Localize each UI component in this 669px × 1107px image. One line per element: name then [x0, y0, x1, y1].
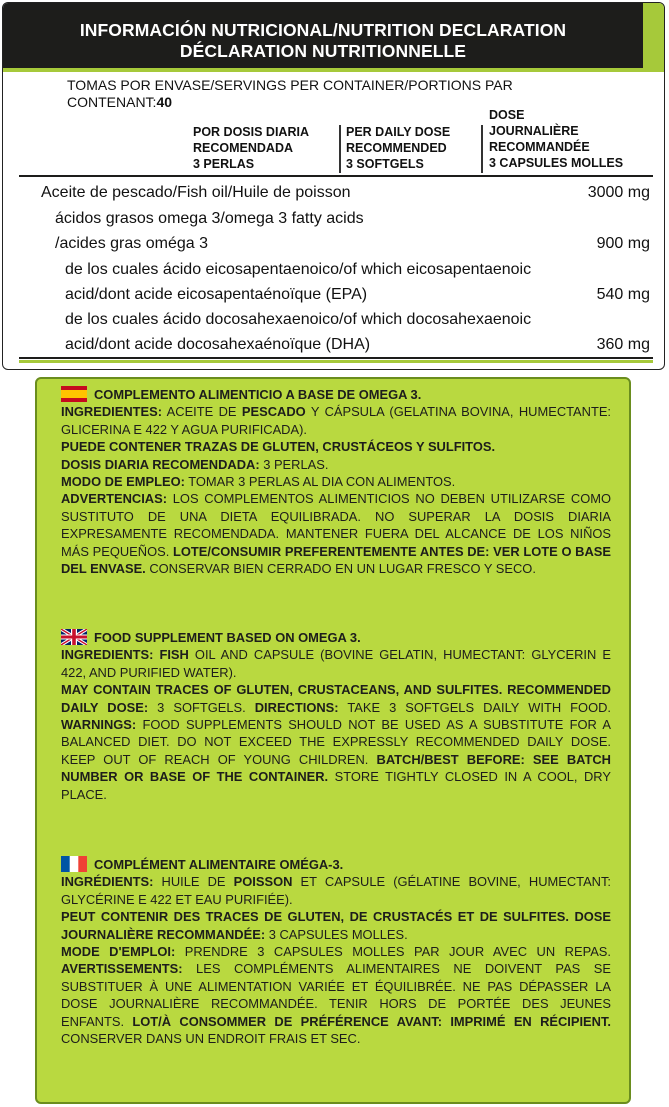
en-title: FOOD SUPPLEMENT BASED ON OMEGA 3. — [94, 630, 361, 645]
nutrition-panel — [2, 2, 665, 370]
header-line-1: INFORMACIÓN NUTRICIONAL/NUTRITION DECLARATION — [79, 20, 567, 40]
table-row-omega3-fr: /acides gras oméga 3 — [55, 235, 208, 252]
spain-flag-icon — [61, 386, 87, 402]
table-bottom-green-line — [19, 360, 653, 363]
amount-omega3: 900 mg — [596, 235, 650, 252]
section-spanish: COMPLEMENTO ALIMENTICIO A BASE DE OMEGA 3. INGREDIENTES: ACEITE DE PESCADO Y CÁPSULA (GELATINA BOVINA, HUMECTANTE: GLICERINA E 422 Y AGUA PURIFICADA). PUEDE CONTENER TRAZAS DE GLUTEN, CRUSTÁCEOS Y SULFITOS. DOSIS DIARIA RECOMENDADA: 3 PERLAS. MODO DE EMPLEO: TOMAR 3 PERLAS AL DIA CON ALIMENTOS. ADVERTENCIAS: LOS COMPLEMENTOS ALIMENTICIOS NO DEBEN UTILIZARSE COMO SUSTITUTO DE UNA DIETA EQUILIBRADA. NO SUPERAR LA DOSIS DIARIA EXPRESAMENTE RECOMENDADA. MANTENER FUERA DEL ALCANCE DE LOS NIÑOS MÁS PEQUEÑOS. LOTE/CONSUMIR PREFERENTEMENTE ANTES DE: VER LOTE O BASE DEL ENVASE. CONSERVAR BIEN CERRADO EN UN LUGAR FRESCO Y SECO. — [61, 387, 612, 577]
es-title: COMPLEMENTO ALIMENTICIO A BASE DE OMEGA 3. — [94, 387, 422, 402]
table-row-omega3: ácidos grasos omega 3/omega 3 fatty acids — [55, 210, 364, 227]
header-line-2: DÉCLARATION NUTRITIONNELLE — [179, 41, 467, 61]
column-divider — [339, 125, 341, 173]
table-row-fish-oil: Aceite de pescado/Fish oil/Huile de poisson — [41, 184, 351, 201]
en-traces: MAY CONTAIN TRACES OF GLUTEN, CRUSTACEANS, AND SULFITES. — [61, 682, 503, 698]
column-header-fr: DOSE JOURNALIÈRE RECOMMANDÉE 3 CAPSULES MOLLES — [489, 108, 624, 170]
uk-flag-icon — [61, 629, 87, 645]
es-traces: PUEDE CONTENER TRAZAS DE GLUTEN, CRUSTÁCEOS Y SULFITOS. — [61, 439, 496, 455]
fr-traces: PEUT CONTENIR DES TRACES DE GLUTEN, DE CRUSTACÉS ET DE SULFITES. DOSE JOURNALIÈRE RECOMMANDÉE: — [61, 909, 611, 942]
column-header-en: PER DAILY DOSE RECOMMENDED 3 SOFTGELS — [346, 125, 451, 171]
servings-per-container: TOMAS POR ENVASE/SERVINGS PER CONTAINER/PORTIONS PAR CONTENANT:40 — [67, 77, 513, 110]
column-divider — [481, 125, 483, 173]
table-row-dha: de los cuales ácido docosahexaenoico/of which docosahexaenoic — [65, 311, 532, 328]
supplement-panel — [35, 377, 631, 1104]
column-header-es: POR DOSIS DIARIA RECOMENDADA 3 PERLAS — [193, 125, 309, 171]
table-row-dha-fr: acid/dont acide docosahexaénoïque (DHA) — [65, 336, 371, 353]
servings-value: 40 — [156, 94, 173, 110]
table-divider — [19, 175, 653, 177]
fr-title: COMPLÉMENT ALIMENTAIRE OMÉGA-3. — [94, 857, 344, 872]
section-english: FOOD SUPPLEMENT BASED ON OMEGA 3. INGREDIENTS: FISH OIL AND CAPSULE (BOVINE GELATIN, HUMECTANT: GLYCERIN E 422, AND PURIFIED WATER). MAY CONTAIN TRACES OF GLUTEN, CRUSTACEANS, AND SULFITES. RECOMMENDED DAILY DOSE: 3 SOFTGELS. DIRECTIONS: TAKE 3 SOFTGELS DAILY WITH FOOD. WARNINGS: FOOD SUPPLEMENTS SHOULD NOT BE USED AS A SUBSTITUTE FOR A BALANCED DIET. DO NOT EXCEED THE EXPRESSLY RECOMMENDED DAILY DOSE. KEEP OUT OF REACH OF YOUNG CHILDREN. BATCH/BEST BEFORE: SEE BATCH NUMBER OR BASE OF THE CONTAINER. STORE TIGHTLY CLOSED IN A COOL, DRY PLACE. — [61, 630, 611, 802]
nutrition-header — [3, 3, 643, 72]
amount-fish-oil: 3000 mg — [587, 184, 650, 201]
amount-epa: 540 mg — [596, 286, 650, 303]
table-bottom-divider — [19, 357, 653, 359]
section-french: COMPLÉMENT ALIMENTAIRE OMÉGA-3. INGRÉDIENTS: HUILE DE POISSON ET CAPSULE (GÉLATINE BOVINE, HUMECTANT: GLYCÉRINE E 422 ET EAU PURIFIÉE). PEUT CONTENIR DES TRACES DE GLUTEN, DE CRUSTACÉS ET DE SULFITES. DOSE JOURNALIÈRE RECOMMANDÉE: 3 CAPSULES MOLLES. MODE D'EMPLOI: PRENDRE 3 CAPSULES MOLLES PAR JOUR AVEC UN REPAS. AVERTISSEMENTS: LES COMPLÉMENTS ALIMENTAIRES NE DOIVENT PAS SE SUBSTITUER À UNE ALIMENTATION VARIÉE ET ÉQUILIBRÉE. NE PAS DÉPASSER LA DOSE JOURNALIÈRE RECOMMANDÉE. TENIR HORS DE PORTÉE DES JEUNES ENFANTS. LOT/À CONSOMMER DE PRÉFÉRENCE AVANT: IMPRIMÉ EN RÉCIPIENT. CONSERVER DANS UN ENDROIT FRAIS ET SEC. — [61, 857, 611, 1047]
amount-dha: 360 mg — [596, 336, 650, 353]
table-row-epa-fr: acid/dont acide eicosapentaénoïque (EPA) — [65, 286, 368, 303]
table-row-epa: de los cuales ácido eicosapentaenoico/of which eicosapentaenoic — [65, 261, 532, 278]
header-green-stripe — [640, 3, 664, 72]
france-flag-icon — [61, 856, 87, 872]
